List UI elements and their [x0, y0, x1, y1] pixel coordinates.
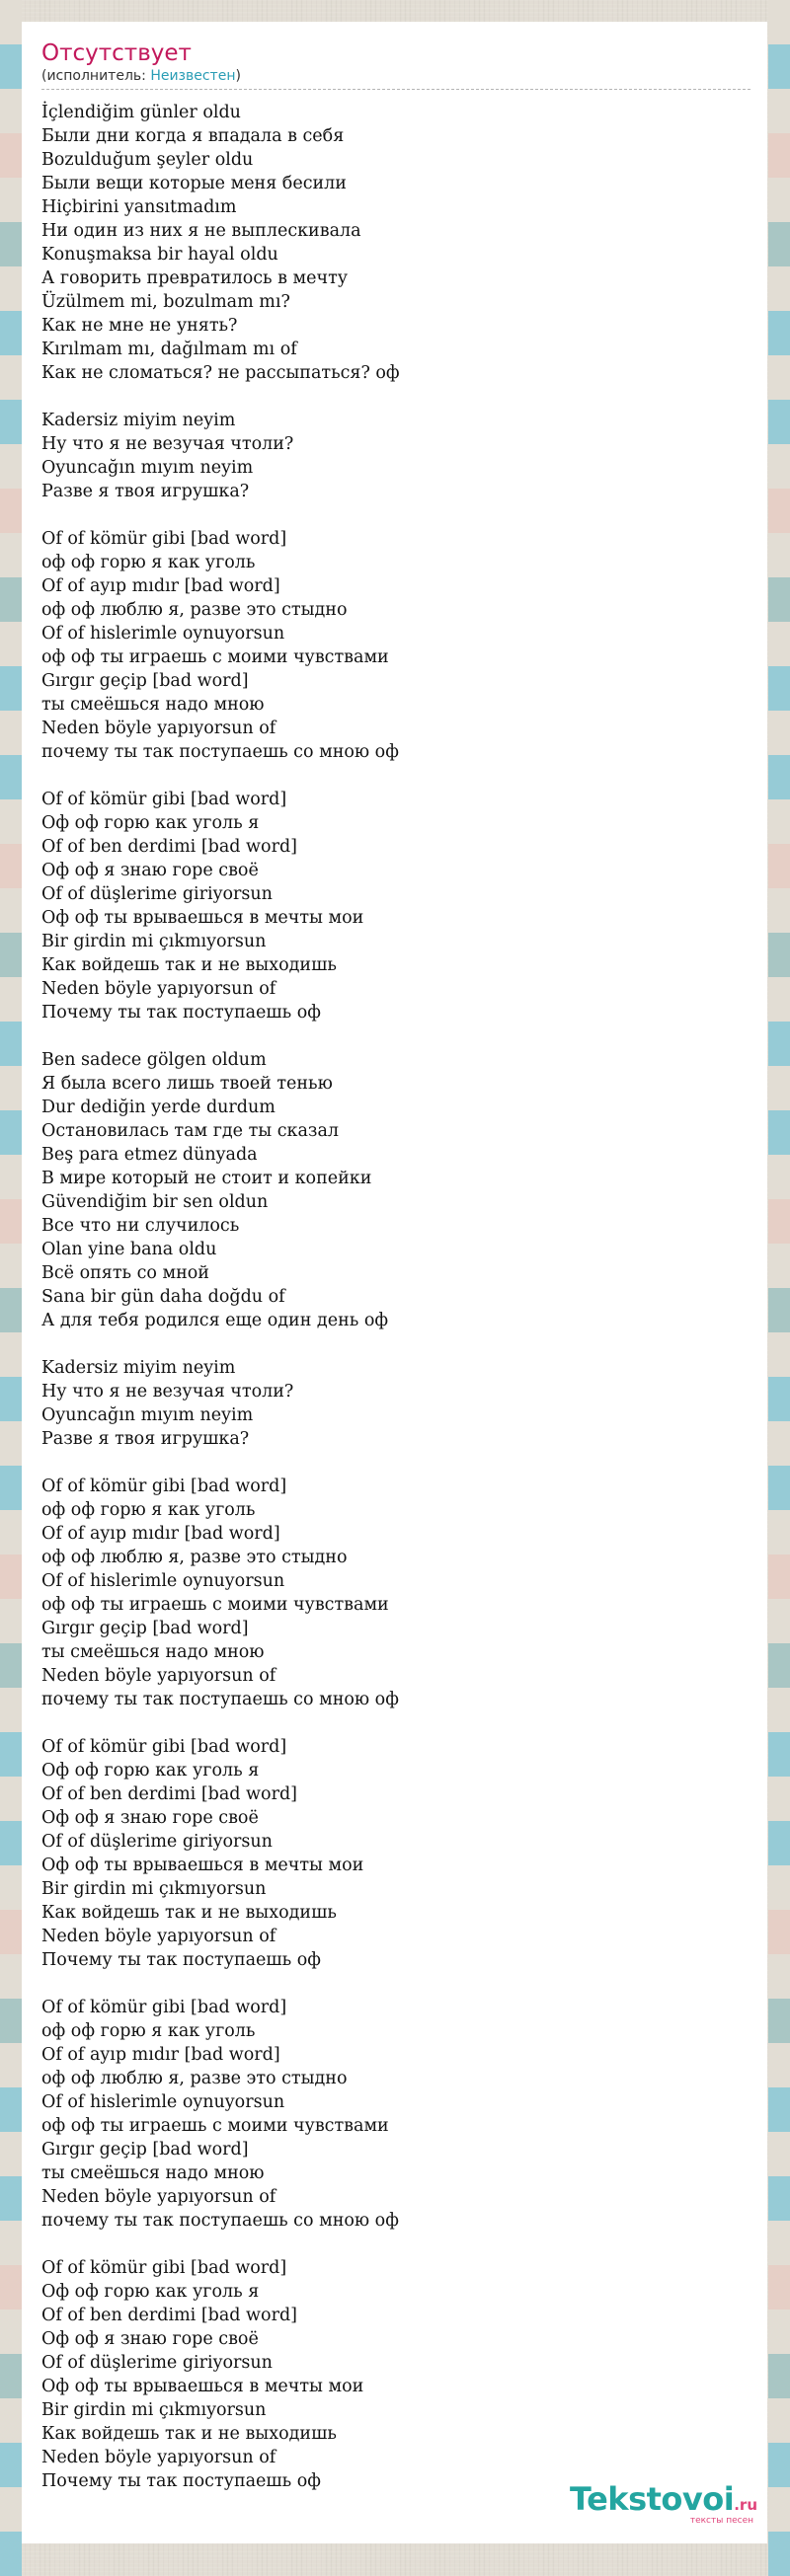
lyrics-line: Почему ты так поступаешь оф: [41, 1950, 322, 1970]
decorative-stripe: [768, 977, 790, 1022]
decorative-stripe: [768, 1377, 790, 1421]
lyrics-line: Of of ayıp mıdır [bad word]: [41, 2045, 280, 2065]
lyrics-line: Oyuncağın mıyım neyim: [41, 1405, 254, 1425]
decorative-stripe: [0, 2043, 22, 2087]
decorative-stripe: [768, 444, 790, 489]
lyrics-line: Оф оф я знаю горе своё: [41, 2329, 259, 2349]
lyrics-line: Konuşmaksa bir hayal oldu: [41, 245, 278, 265]
lyrics-line: Оф оф ты врываешься в мечты мои: [41, 2377, 364, 2396]
decorative-stripe: [0, 311, 22, 355]
decorative-stripe: [768, 1155, 790, 1199]
song-header: [41, 39, 750, 90]
artist-link[interactable]: Неизвестен: [150, 68, 236, 84]
lyrics-line: оф оф горю я как уголь: [41, 2021, 256, 2041]
logo-tagline: тексты песен: [689, 2516, 753, 2526]
decorative-stripe: [768, 2398, 790, 2443]
decorative-stripe: [0, 1732, 22, 1777]
lyrics-line: Olan yine bana oldu: [41, 1240, 217, 1259]
decorative-stripe: [0, 799, 22, 844]
decorative-stripe: [768, 1599, 790, 1643]
logo-domain: .ru: [734, 2496, 757, 2514]
lyrics-line: Bir girdin mi çıkmıyorsun: [41, 2400, 267, 2420]
decorative-stripe: [0, 1510, 22, 1554]
lyrics-line: Ни один из них я не выплескивала: [41, 221, 361, 241]
lyrics-line: ты смеёшься надо мною: [41, 2163, 265, 2183]
lyrics-stanza: [41, 1735, 750, 1972]
decorative-stripe: [768, 1865, 790, 1910]
decorative-stripe: [0, 2176, 22, 2221]
lyrics-line: А говорить превратилось в мечту: [41, 268, 349, 288]
lyrics-line: Оф оф горю как уголь я: [41, 2282, 260, 2302]
decorative-stripe: [0, 1066, 22, 1110]
decorative-stripe: [0, 711, 22, 755]
left-decorative-stripes: [0, 0, 22, 2543]
decorative-stripe: [0, 933, 22, 977]
lyrics-line: Of of hislerimle oynuyorsun: [41, 624, 285, 644]
decorative-stripe: [0, 1688, 22, 1732]
decorative-stripe: [0, 2265, 22, 2310]
decorative-stripe: [768, 2043, 790, 2087]
lyrics-line: Как войдешь так и не выходишь: [41, 2424, 337, 2444]
lyrics-line: Ну что я не везучая чтоли?: [41, 1382, 294, 1402]
lyrics-line: почему ты так поступаешь со мною оф: [41, 1690, 399, 1709]
decorative-stripe: [0, 1377, 22, 1421]
lyrics-line: ты смеёшься надо мною: [41, 695, 265, 715]
decorative-stripe: [768, 1510, 790, 1554]
lyrics-line: Разве я твоя игрушка?: [41, 482, 250, 501]
decorative-stripe: [768, 1777, 790, 1821]
lyrics-line: Sana bir gün daha doğdu of: [41, 1287, 285, 1307]
decorative-stripe: [0, 489, 22, 533]
lyrics-line: Оф оф горю как уголь я: [41, 813, 260, 833]
lyrics-line: Neden böyle yapıyorsun of: [41, 979, 276, 999]
decorative-stripe: [0, 2532, 22, 2576]
lyrics-line: Были дни когда я впадала в себя: [41, 126, 345, 146]
decorative-stripe: [0, 89, 22, 133]
decorative-stripe: [768, 2310, 790, 2354]
decorative-stripe: [0, 178, 22, 222]
decorative-stripe: [768, 666, 790, 711]
lyrics-stanza: [41, 1996, 750, 2233]
decorative-stripe: [768, 1910, 790, 1954]
lyrics-line: Почему ты так поступаешь оф: [41, 1003, 322, 1023]
decorative-stripe: [0, 1332, 22, 1377]
decorative-stripe: [768, 1732, 790, 1777]
decorative-stripe: [0, 1244, 22, 1288]
lyrics-line: оф оф люблю я, разве это стыдно: [41, 1548, 348, 1567]
lyrics-line: Üzülmem mi, bozulmam mı?: [41, 292, 290, 312]
decorative-stripe: [0, 2354, 22, 2398]
lyrics-line: почему ты так поступаешь со мною оф: [41, 2211, 399, 2231]
lyrics-line: Оф оф я знаю горе своё: [41, 1808, 259, 1828]
lyrics-line: Bir girdin mi çıkmıyorsun: [41, 932, 267, 951]
decorative-stripe: [768, 1821, 790, 1865]
decorative-stripe: [0, 1999, 22, 2043]
decorative-stripe: [768, 222, 790, 266]
lyrics-stanza: [41, 2256, 750, 2493]
lyrics-stanza: [41, 788, 750, 1024]
lyrics-line: Oyuncağın mıyım neyim: [41, 458, 254, 478]
lyrics-line: Of of düşlerime giriyorsun: [41, 1832, 273, 1852]
lyrics-line: Всё опять со мной: [41, 1263, 209, 1283]
decorative-stripe: [0, 577, 22, 622]
lyrics-line: Gırgır geçip [bad word]: [41, 2140, 249, 2159]
decorative-stripe: [768, 1199, 790, 1244]
decorative-stripe: [768, 799, 790, 844]
decorative-stripe: [0, 2132, 22, 2176]
lyrics-line: А для тебя родился еще один день оф: [41, 1311, 389, 1330]
lyrics-line: Я была всего лишь твоей тенью: [41, 1074, 333, 1094]
decorative-stripe: [0, 533, 22, 577]
lyrics-line: Of of ayıp mıdır [bad word]: [41, 1524, 280, 1544]
logo-wordmark: Tekstovoi: [570, 2480, 735, 2518]
decorative-stripe: [768, 711, 790, 755]
decorative-stripe: [768, 0, 790, 44]
lyrics-line: Beş para etmez dünyada: [41, 1145, 258, 1165]
decorative-stripe: [0, 622, 22, 666]
decorative-stripe: [768, 888, 790, 933]
decorative-stripe: [768, 311, 790, 355]
decorative-stripe: [0, 133, 22, 178]
decorative-stripe: [0, 0, 22, 44]
decorative-stripe: [768, 1421, 790, 1466]
decorative-stripe: [0, 2443, 22, 2487]
decorative-stripe: [768, 1332, 790, 1377]
lyrics-line: Of of hislerimle oynuyorsun: [41, 1571, 285, 1591]
decorative-stripe: [768, 133, 790, 178]
lyrics-line: оф оф ты играешь с моими чувствами: [41, 647, 389, 667]
lyrics-line: Neden böyle yapıyorsun of: [41, 2187, 276, 2207]
lyrics-line: Оф оф ты врываешься в мечты мои: [41, 908, 364, 928]
decorative-stripe: [0, 2221, 22, 2265]
lyrics-line: Как не сломаться? не рассыпаться? оф: [41, 363, 400, 383]
lyrics-stanza: [41, 101, 750, 385]
lyrics-line: ты смеёшься надо мною: [41, 1642, 265, 1662]
lyrics-line: оф оф горю я как уголь: [41, 553, 256, 572]
lyrics-line: Of of düşlerime giriyorsun: [41, 2353, 273, 2373]
lyrics-line: Как войдешь так и не выходишь: [41, 1903, 337, 1923]
lyrics-line: Of of kömür gibi [bad word]: [41, 2258, 287, 2278]
decorative-stripe: [0, 1777, 22, 1821]
lyrics-line: Dur dediğin yerde durdum: [41, 1098, 276, 1117]
lyrics-line: Остановилась там где ты сказал: [41, 1121, 340, 1141]
lyrics-line: Ben sadece gölgen oldum: [41, 1050, 267, 1070]
lyrics-line: Kadersiz miyim neyim: [41, 411, 236, 430]
decorative-stripe: [0, 222, 22, 266]
lyrics-line: Почему ты так поступаешь оф: [41, 2471, 322, 2491]
artist-prefix: (исполнитель:: [41, 68, 151, 84]
decorative-stripe: [0, 1155, 22, 1199]
artist-suffix: ): [235, 68, 241, 84]
lyrics-line: почему ты так поступаешь со мною оф: [41, 742, 399, 762]
lyrics-line: Of of ayıp mıdır [bad word]: [41, 576, 280, 596]
decorative-stripe: [768, 355, 790, 400]
decorative-stripe: [0, 1199, 22, 1244]
decorative-stripe: [768, 1022, 790, 1066]
decorative-stripe: [0, 666, 22, 711]
decorative-stripe: [768, 1554, 790, 1599]
lyrics-line: Of of ben derdimi [bad word]: [41, 2306, 297, 2325]
decorative-stripe: [768, 622, 790, 666]
lyrics-stanza: [41, 1475, 750, 1711]
lyrics-line: Of of hislerimle oynuyorsun: [41, 2092, 285, 2112]
lyrics-line: Of of kömür gibi [bad word]: [41, 1477, 287, 1496]
lyrics-line: Of of düşlerime giriyorsun: [41, 884, 273, 904]
decorative-stripe: [768, 1466, 790, 1510]
decorative-stripe: [768, 577, 790, 622]
lyrics-line: Güvendiğim bir sen oldun: [41, 1192, 269, 1212]
lyrics-line: Of of ben derdimi [bad word]: [41, 837, 297, 857]
decorative-stripe: [768, 1954, 790, 1999]
decorative-stripe: [768, 89, 790, 133]
decorative-stripe: [768, 755, 790, 799]
lyrics-line: Kırılmam mı, dağılmam mı of: [41, 340, 297, 359]
decorative-stripe: [0, 1910, 22, 1954]
decorative-stripe: [768, 1066, 790, 1110]
decorative-stripe: [0, 266, 22, 311]
decorative-stripe: [768, 2176, 790, 2221]
lyrics-line: Bozulduğum şeyler oldu: [41, 150, 254, 170]
lyrics-line: Gırgır geçip [bad word]: [41, 1619, 249, 1638]
lyrics-line: оф оф горю я как уголь: [41, 1500, 256, 1520]
lyrics-line: Of of kömür gibi [bad word]: [41, 529, 287, 549]
lyrics-line: Были вещи которые меня бесили: [41, 174, 347, 193]
lyrics-line: Kadersiz miyim neyim: [41, 1358, 236, 1378]
lyrics-line: Bir girdin mi çıkmıyorsun: [41, 1879, 267, 1899]
lyrics-line: İçlendiğim günler oldu: [41, 103, 241, 122]
decorative-stripe: [0, 2398, 22, 2443]
decorative-stripe: [0, 1466, 22, 1510]
decorative-stripe: [0, 1110, 22, 1155]
lyrics-line: Разве я твоя игрушка?: [41, 1429, 250, 1449]
decorative-stripe: [0, 2487, 22, 2532]
lyrics-line: оф оф ты играешь с моими чувствами: [41, 1595, 389, 1615]
decorative-stripe: [768, 2487, 790, 2532]
lyrics-stanza: [41, 1356, 750, 1451]
decorative-stripe: [0, 977, 22, 1022]
site-logo[interactable]: [560, 2482, 757, 2527]
lyrics-line: Оф оф горю как уголь я: [41, 1761, 260, 1780]
decorative-stripe: [768, 178, 790, 222]
lyrics-line: оф оф люблю я, разве это стыдно: [41, 2069, 348, 2088]
decorative-stripe: [0, 2310, 22, 2354]
decorative-stripe: [768, 2087, 790, 2132]
right-decorative-stripes: [768, 0, 790, 2543]
decorative-stripe: [768, 2532, 790, 2576]
decorative-stripe: [768, 1244, 790, 1288]
decorative-stripe: [768, 489, 790, 533]
decorative-stripe: [768, 533, 790, 577]
decorative-stripe: [0, 1554, 22, 1599]
decorative-stripe: [768, 2354, 790, 2398]
lyrics-line: Gırgır geçip [bad word]: [41, 671, 249, 691]
lyrics-line: Neden böyle yapıyorsun of: [41, 1927, 276, 1946]
lyrics-line: Of of kömür gibi [bad word]: [41, 1998, 287, 2017]
decorative-stripe: [768, 844, 790, 888]
decorative-stripe: [0, 355, 22, 400]
decorative-stripe: [768, 400, 790, 444]
decorative-stripe: [768, 1110, 790, 1155]
lyrics-card: [22, 22, 767, 2543]
artist-line: [41, 67, 750, 85]
decorative-stripe: [0, 2087, 22, 2132]
decorative-stripe: [0, 1821, 22, 1865]
lyrics-stanza: [41, 409, 750, 503]
decorative-stripe: [0, 1865, 22, 1910]
lyrics-line: оф оф ты играешь с моими чувствами: [41, 2116, 389, 2136]
lyrics-line: Of of kömür gibi [bad word]: [41, 790, 287, 809]
lyrics-stanza: [41, 527, 750, 764]
decorative-stripe: [0, 888, 22, 933]
decorative-stripe: [0, 1643, 22, 1688]
decorative-stripe: [0, 755, 22, 799]
decorative-stripe: [0, 44, 22, 89]
lyrics-line: Neden böyle yapıyorsun of: [41, 1666, 276, 1686]
decorative-stripe: [768, 2443, 790, 2487]
lyrics-line: Оф оф я знаю горе своё: [41, 861, 259, 880]
decorative-stripe: [0, 444, 22, 489]
decorative-stripe: [0, 1421, 22, 1466]
decorative-stripe: [768, 2132, 790, 2176]
decorative-stripe: [768, 2265, 790, 2310]
decorative-stripe: [768, 1688, 790, 1732]
lyrics-line: Оф оф ты врываешься в мечты мои: [41, 1856, 364, 1875]
lyrics-line: Ну что я не везучая чтоли?: [41, 434, 294, 454]
lyrics-line: Как не мне не унять?: [41, 316, 238, 336]
decorative-stripe: [768, 44, 790, 89]
decorative-stripe: [0, 400, 22, 444]
decorative-stripe: [0, 1022, 22, 1066]
decorative-stripe: [768, 2221, 790, 2265]
lyrics-stanza: [41, 1048, 750, 1332]
decorative-stripe: [0, 1954, 22, 1999]
decorative-stripe: [0, 844, 22, 888]
lyrics-line: Neden böyle yapıyorsun of: [41, 2448, 276, 2467]
lyrics-line: Все что ни случилось: [41, 1216, 240, 1236]
lyrics-line: Of of ben derdimi [bad word]: [41, 1784, 297, 1804]
lyrics-line: Hiçbirini yansıtmadım: [41, 197, 237, 217]
lyrics-text: [41, 101, 750, 2517]
lyrics-line: Как войдешь так и не выходишь: [41, 955, 337, 975]
lyrics-line: оф оф люблю я, разве это стыдно: [41, 600, 348, 620]
decorative-stripe: [0, 1288, 22, 1332]
decorative-stripe: [768, 1643, 790, 1688]
decorative-stripe: [768, 1288, 790, 1332]
decorative-stripe: [768, 933, 790, 977]
decorative-stripe: [768, 266, 790, 311]
decorative-stripe: [768, 1999, 790, 2043]
lyrics-line: Of of kömür gibi [bad word]: [41, 1737, 287, 1757]
decorative-stripe: [0, 1599, 22, 1643]
lyrics-line: Neden böyle yapıyorsun of: [41, 719, 276, 738]
song-title: Отсутствует: [41, 40, 192, 66]
lyrics-line: В мире который не стоит и копейки: [41, 1169, 372, 1188]
